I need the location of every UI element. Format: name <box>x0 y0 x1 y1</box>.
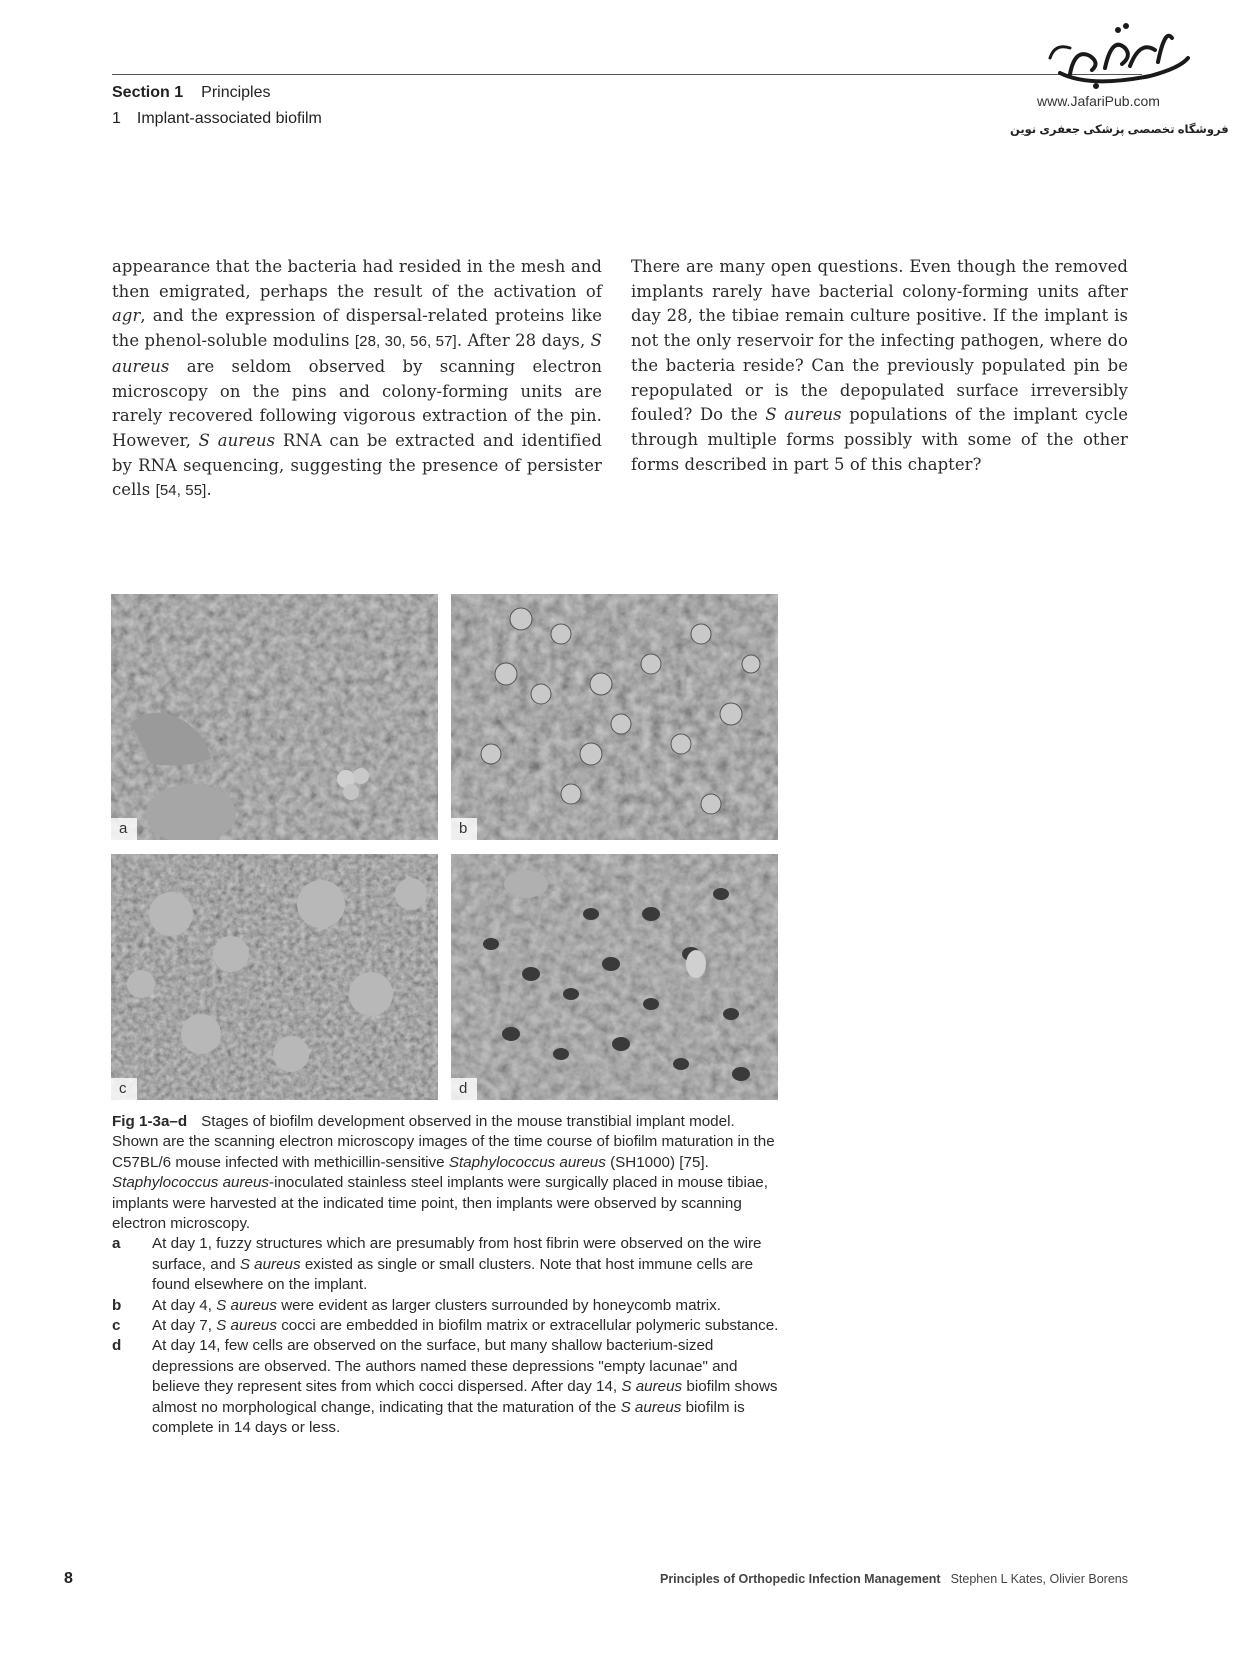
citation-ref: [75] <box>679 1153 705 1171</box>
text-run: . <box>704 1153 709 1171</box>
sem-image-c <box>111 854 438 1100</box>
sem-image-d <box>451 854 778 1100</box>
text-run: There are many open questions. Even though the removed implants rarely have bacterial colony-forming units after day 28, the tibiae remain culture positive. If the implant is not the only reservoir for the infecting pathogen, where do the bacteria reside? Can the previously populated pin be repopulated or is the depopulated surface irreversibly fouled? Do the <box>631 257 1128 425</box>
caption-item-d <box>112 1336 782 1438</box>
sem-image-b <box>451 594 778 840</box>
text-run: At day 7, <box>152 1317 217 1335</box>
publisher-tagline: فروشگاه تخصصی پزشکی جعفری نوین <box>1010 124 1229 136</box>
italic-run: Staphylococcus aureus <box>112 1174 270 1192</box>
text-run: At day 1, fuzzy structures which are presumably from host fibrin were observed on the wire surface, and <box>152 1235 762 1273</box>
calligraphy-logo-icon <box>1030 18 1210 98</box>
panel-label-d: d <box>451 1078 477 1100</box>
text-run: , and the expression of dispersal-related proteins like the phenol-soluble modulins <box>112 306 602 351</box>
running-header-chapter <box>112 110 322 128</box>
italic-run: S aureus <box>216 1296 277 1314</box>
caption-key: a <box>112 1235 121 1253</box>
book-authors: Stephen L Kates, Olivier Borens <box>950 1572 1128 1586</box>
running-header-section <box>112 84 271 102</box>
text-run: biofilm shows almost no morphological change, indicating that the maturation of the <box>152 1378 778 1416</box>
text-run: At day 14, few cells are observed on the surface, but many shallow bacterium-sized depressions are observed. The authors named these depressions "empty lacunae" and believe they represent sites from which cocci dispersed. After day 14, <box>152 1337 738 1396</box>
chapter-title: Implant-associated biofilm <box>136 110 322 127</box>
running-footer <box>648 1572 1128 1586</box>
text-run: (SH1000) <box>605 1153 680 1171</box>
caption-item-b <box>112 1296 782 1316</box>
text-run: Stages of biofilm development observed in the mouse transtibial implant model. Shown are the scanning electron microscopy images of the time course of biofilm maturation in the C57BL/6 mouse infected with methicillin-sensitive <box>112 1113 775 1171</box>
caption-key: d <box>112 1337 122 1355</box>
panel-label-c: c <box>111 1078 137 1100</box>
caption-intro <box>112 1112 782 1234</box>
citation-ref: [54, 55] <box>155 482 207 500</box>
chapter-number: 1 <box>112 110 121 127</box>
caption-item-c <box>112 1316 782 1336</box>
publisher-url: www.JafariPub.com <box>1037 93 1160 109</box>
body-column-left <box>112 255 602 504</box>
text-run: . <box>206 480 212 500</box>
header-rule <box>112 74 1142 75</box>
italic-run: S aureus <box>765 405 842 425</box>
caption-key: c <box>112 1317 121 1335</box>
italic-run: S aureus <box>621 1378 683 1396</box>
italic-run: S aureus <box>239 1255 301 1273</box>
italic-run: S aureus <box>198 430 276 450</box>
panel-label-b: b <box>451 818 477 840</box>
page-number: 8 <box>64 1570 73 1587</box>
figure-caption <box>112 1112 782 1439</box>
text-run: existed as single or small clusters. Note that host immune cells are found elsewhere on the implant. <box>152 1255 754 1294</box>
text-run: At day 4, <box>152 1296 217 1314</box>
italic-run: S aureus <box>216 1317 277 1335</box>
text-run: . After 28 days, <box>456 331 591 351</box>
figure-panel-b <box>451 594 778 840</box>
text-run: biofilm is complete in 14 days or less. <box>152 1398 745 1437</box>
text-run: RNA can be extracted and identified by RNA sequencing, suggesting the presence of persister cells <box>112 430 602 500</box>
italic-run: S aureus <box>112 331 602 376</box>
text-run: populations of the implant cycle through multiple forms possibly with some of the other forms described in part 5 of this chapter? <box>631 405 1128 474</box>
caption-item-a <box>112 1234 782 1295</box>
publisher-logo <box>1030 18 1210 133</box>
text-run: appearance that the bacteria had resided in the mesh and then emigrated, perhaps the result of the activation of <box>112 257 602 301</box>
book-title: Principles of Orthopedic Infection Management <box>659 1572 941 1586</box>
figure-panel-a <box>111 594 438 840</box>
figure-panel-d <box>451 854 778 1100</box>
italic-run: S aureus <box>620 1398 682 1416</box>
caption-key: b <box>112 1296 122 1314</box>
section-label: Section 1 <box>112 84 184 101</box>
panel-label-a: a <box>111 818 137 840</box>
text-run: -inoculated stainless steel implants were surgically placed in mouse tibiae, implants were harvested at the indicated time point, then implants were observed by scanning electron microscopy. <box>112 1174 768 1233</box>
figure-panel-c <box>111 854 438 1100</box>
citation-ref: [28, 30, 56, 57] <box>354 333 457 351</box>
text-run: cocci are embedded in biofilm matrix or extracellular polymeric substance. <box>276 1317 779 1335</box>
text-run: are seldom observed by scanning electron microscopy on the pins and colony-forming units are rarely recovered following vigorous extraction of the pin. However, <box>112 356 602 450</box>
italic-run: agr <box>112 306 141 326</box>
figure-number: Fig 1-3a–d <box>112 1113 188 1130</box>
sem-image-a <box>111 594 438 840</box>
italic-run: Staphylococcus aureus <box>448 1153 606 1171</box>
text-run: were evident as larger clusters surrounded by honeycomb matrix. <box>276 1296 721 1314</box>
body-column-right <box>631 255 1128 477</box>
section-title: Principles <box>201 84 271 101</box>
